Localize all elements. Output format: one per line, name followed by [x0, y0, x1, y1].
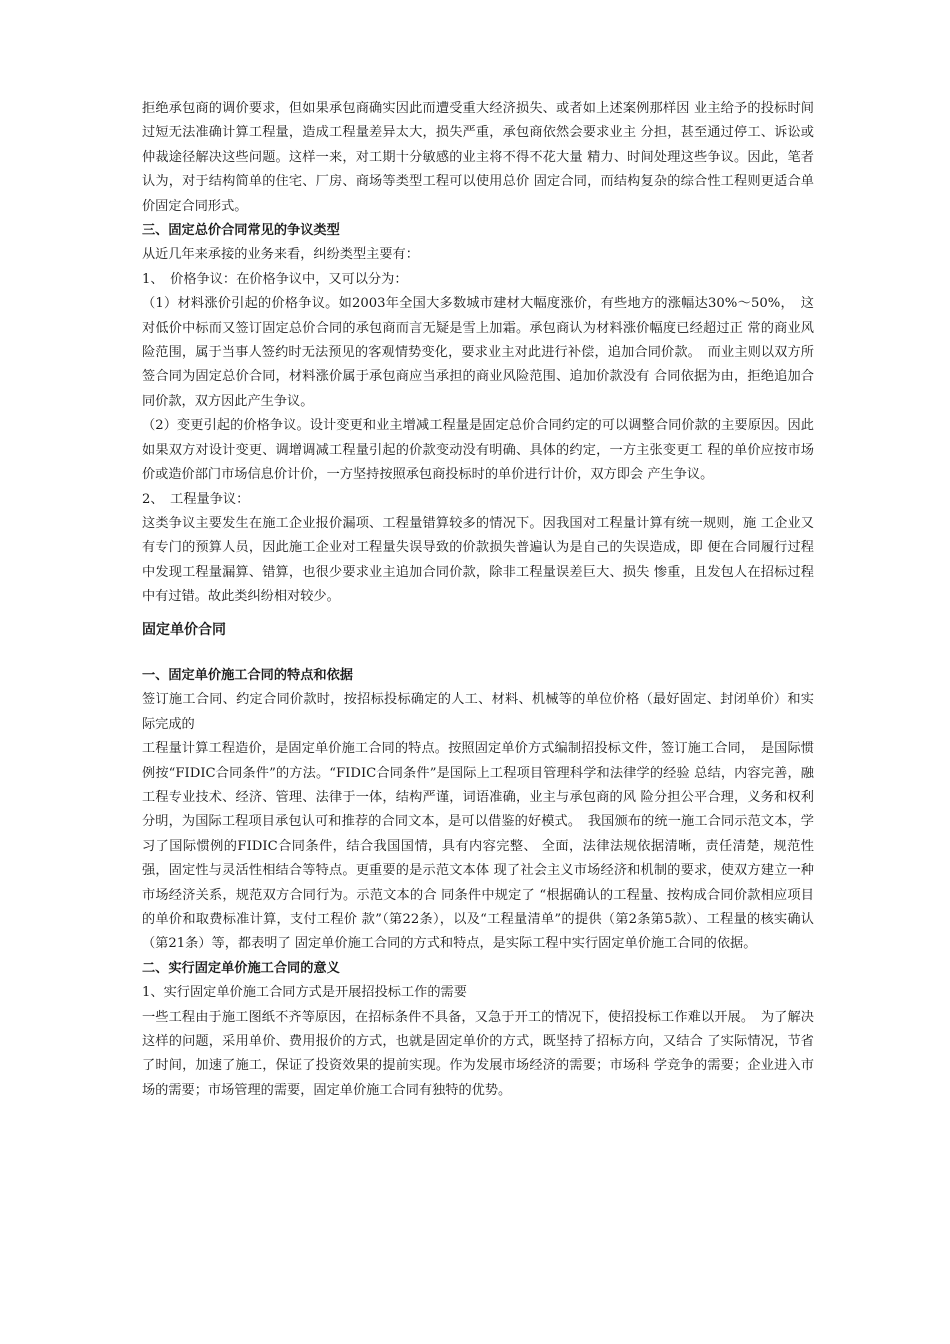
list-item: 1、 价格争议：在价格争议中，又可以分为：	[142, 271, 408, 287]
section-title: 固定单价合同	[142, 621, 226, 638]
paragraph: 签订施工合同、约定合同价款时，按招标投标确定的人工、材料、机械等的单位价格（最好固定、封闭单价）和实际完成的	[142, 692, 814, 732]
section-heading: 三、固定总价合同常见的争议类型	[142, 223, 340, 239]
section-heading: 二、实行固定单价施工合同的意义	[142, 960, 340, 976]
document-body	[142, 97, 814, 1103]
paragraph: 这类争议主要发生在施工企业报价漏项、工程量错算较多的情况下。因我国对工程量计算有统一规则，施 工企业又有专门的预算人员，因此施工企业对工程量失误导致的价款损失普遍认为是自己的失误造成，即 便在合同履行过程中发现工程量漏算、错算，也很少要求业主追加合同价款，除非工程量误差巨大、损失 惨重，且发包人在招标过程中有过错。故此类纠纷相对较少。	[142, 515, 814, 605]
paragraph: 工程量计算工程造价，是固定单价施工合同的特点。按照固定单价方式编制招投标文件，签订施工合同， 是国际惯例按“FIDIC合同条件”的方法。“FIDIC合同条件”是国际上工程项目管理科学和法律学的经验 总结，内容完善，融工程专业技术、经济、管理、法律于一体，结构严谨，词语准确，业主与承包商的风 险分担公平合理，义务和权利分明，为国际工程项目承包认可和推荐的合同文本，是可以借鉴的好模式。 我国颁布的统一施工合同示范文本，学习了国际惯例的FIDIC合同条件，结合我国国情，具有内容完整、 全面，法律法规依据清晰，责任清楚，规范性强，固定性与灵活性相结合等特点。更重要的是示范文本体 现了社会主义市场经济和机制的要求，使双方建立一种市场经济关系，规范双方合同行为。示范文本的合 同条件中规定了 “根据确认的工程量、按构成合同价款相应项目的单价和取费标准计算，支付工程价 款”（第22条），以及“工程量清单”的提供（第2条第5款）、工程量的核实确认（第21条）等，都表明了 固定单价施工合同的方式和特点，是实际工程中实行固定单价施工合同的依据。	[142, 741, 814, 952]
paragraph: 一些工程由于施工图纸不齐等原因，在招标条件不具备，又急于开工的情况下，使招投标工作难以开展。 为了解决这样的问题，采用单价、费用报价的方式，也就是固定单价的方式，既坚持了招标方向，又结合 了实际情况，节省了时间，加速了施工，保证了投资效果的提前实现。作为发展市场经济的需要；市场科 学竞争的需要；企业进入市场的需要；市场管理的需要，固定单价施工合同有独特的优势。	[142, 1009, 814, 1098]
paragraph: （1）材料涨价引起的价格争议。如2003年全国大多数城市建材大幅度涨价，有些地方的涨幅达30%～50%， 这对低价中标而又签订固定总价合同的承包商而言无疑是雪上加霜。承包商认为材料涨价幅度已经超过正 常的商业风险范围，属于当事人签约时无法预见的客观情势变化，要求业主对此进行补偿，追加合同价款。 而业主则以双方所签合同为固定总价合同，材料涨价属于承包商应当承担的商业风险范围、追加价款没有 合同依据为由，拒绝追加合同价款，双方因此产生争议。	[142, 296, 814, 409]
paragraph: 拒绝承包商的调价要求，但如果承包商确实因此而遭受重大经济损失、或者如上述案例那样因 业主给予的投标时间过短无法准确计算工程量，造成工程量差异太大，损失严重，承包商依然会要求业主 分担，甚至通过停工、诉讼或仲裁途径解决这些问题。这样一来，对工期十分敏感的业主将不得不花大量 精力、时间处理这些争议。因此，笔者认为，对于结构简单的住宅、厂房、商场等类型工程可以使用总价 固定合同，而结构复杂的综合性工程则更适合单价固定合同形式。	[142, 101, 814, 214]
paragraph: （2）变更引起的价格争议。设计变更和业主增减工程量是固定总价合同约定的可以调整合同价款的主要原因。因此如果双方对设计变更、调增调减工程量引起的价款变动没有明确、具体的约定，一方主张变更工 程的单价应按市场价或造价部门市场信息价计价，一方坚持按照承包商投标时的单价进行计价，双方即会 产生争议。	[142, 418, 814, 483]
list-item: 2、 工程量争议：	[142, 491, 250, 507]
paragraph: 从近几年来承接的业务来看，纠纷类型主要有：	[142, 247, 419, 263]
section-heading: 一、固定单价施工合同的特点和依据	[142, 667, 353, 683]
paragraph: 1、实行固定单价施工合同方式是开展招投标工作的需要	[142, 985, 467, 1001]
